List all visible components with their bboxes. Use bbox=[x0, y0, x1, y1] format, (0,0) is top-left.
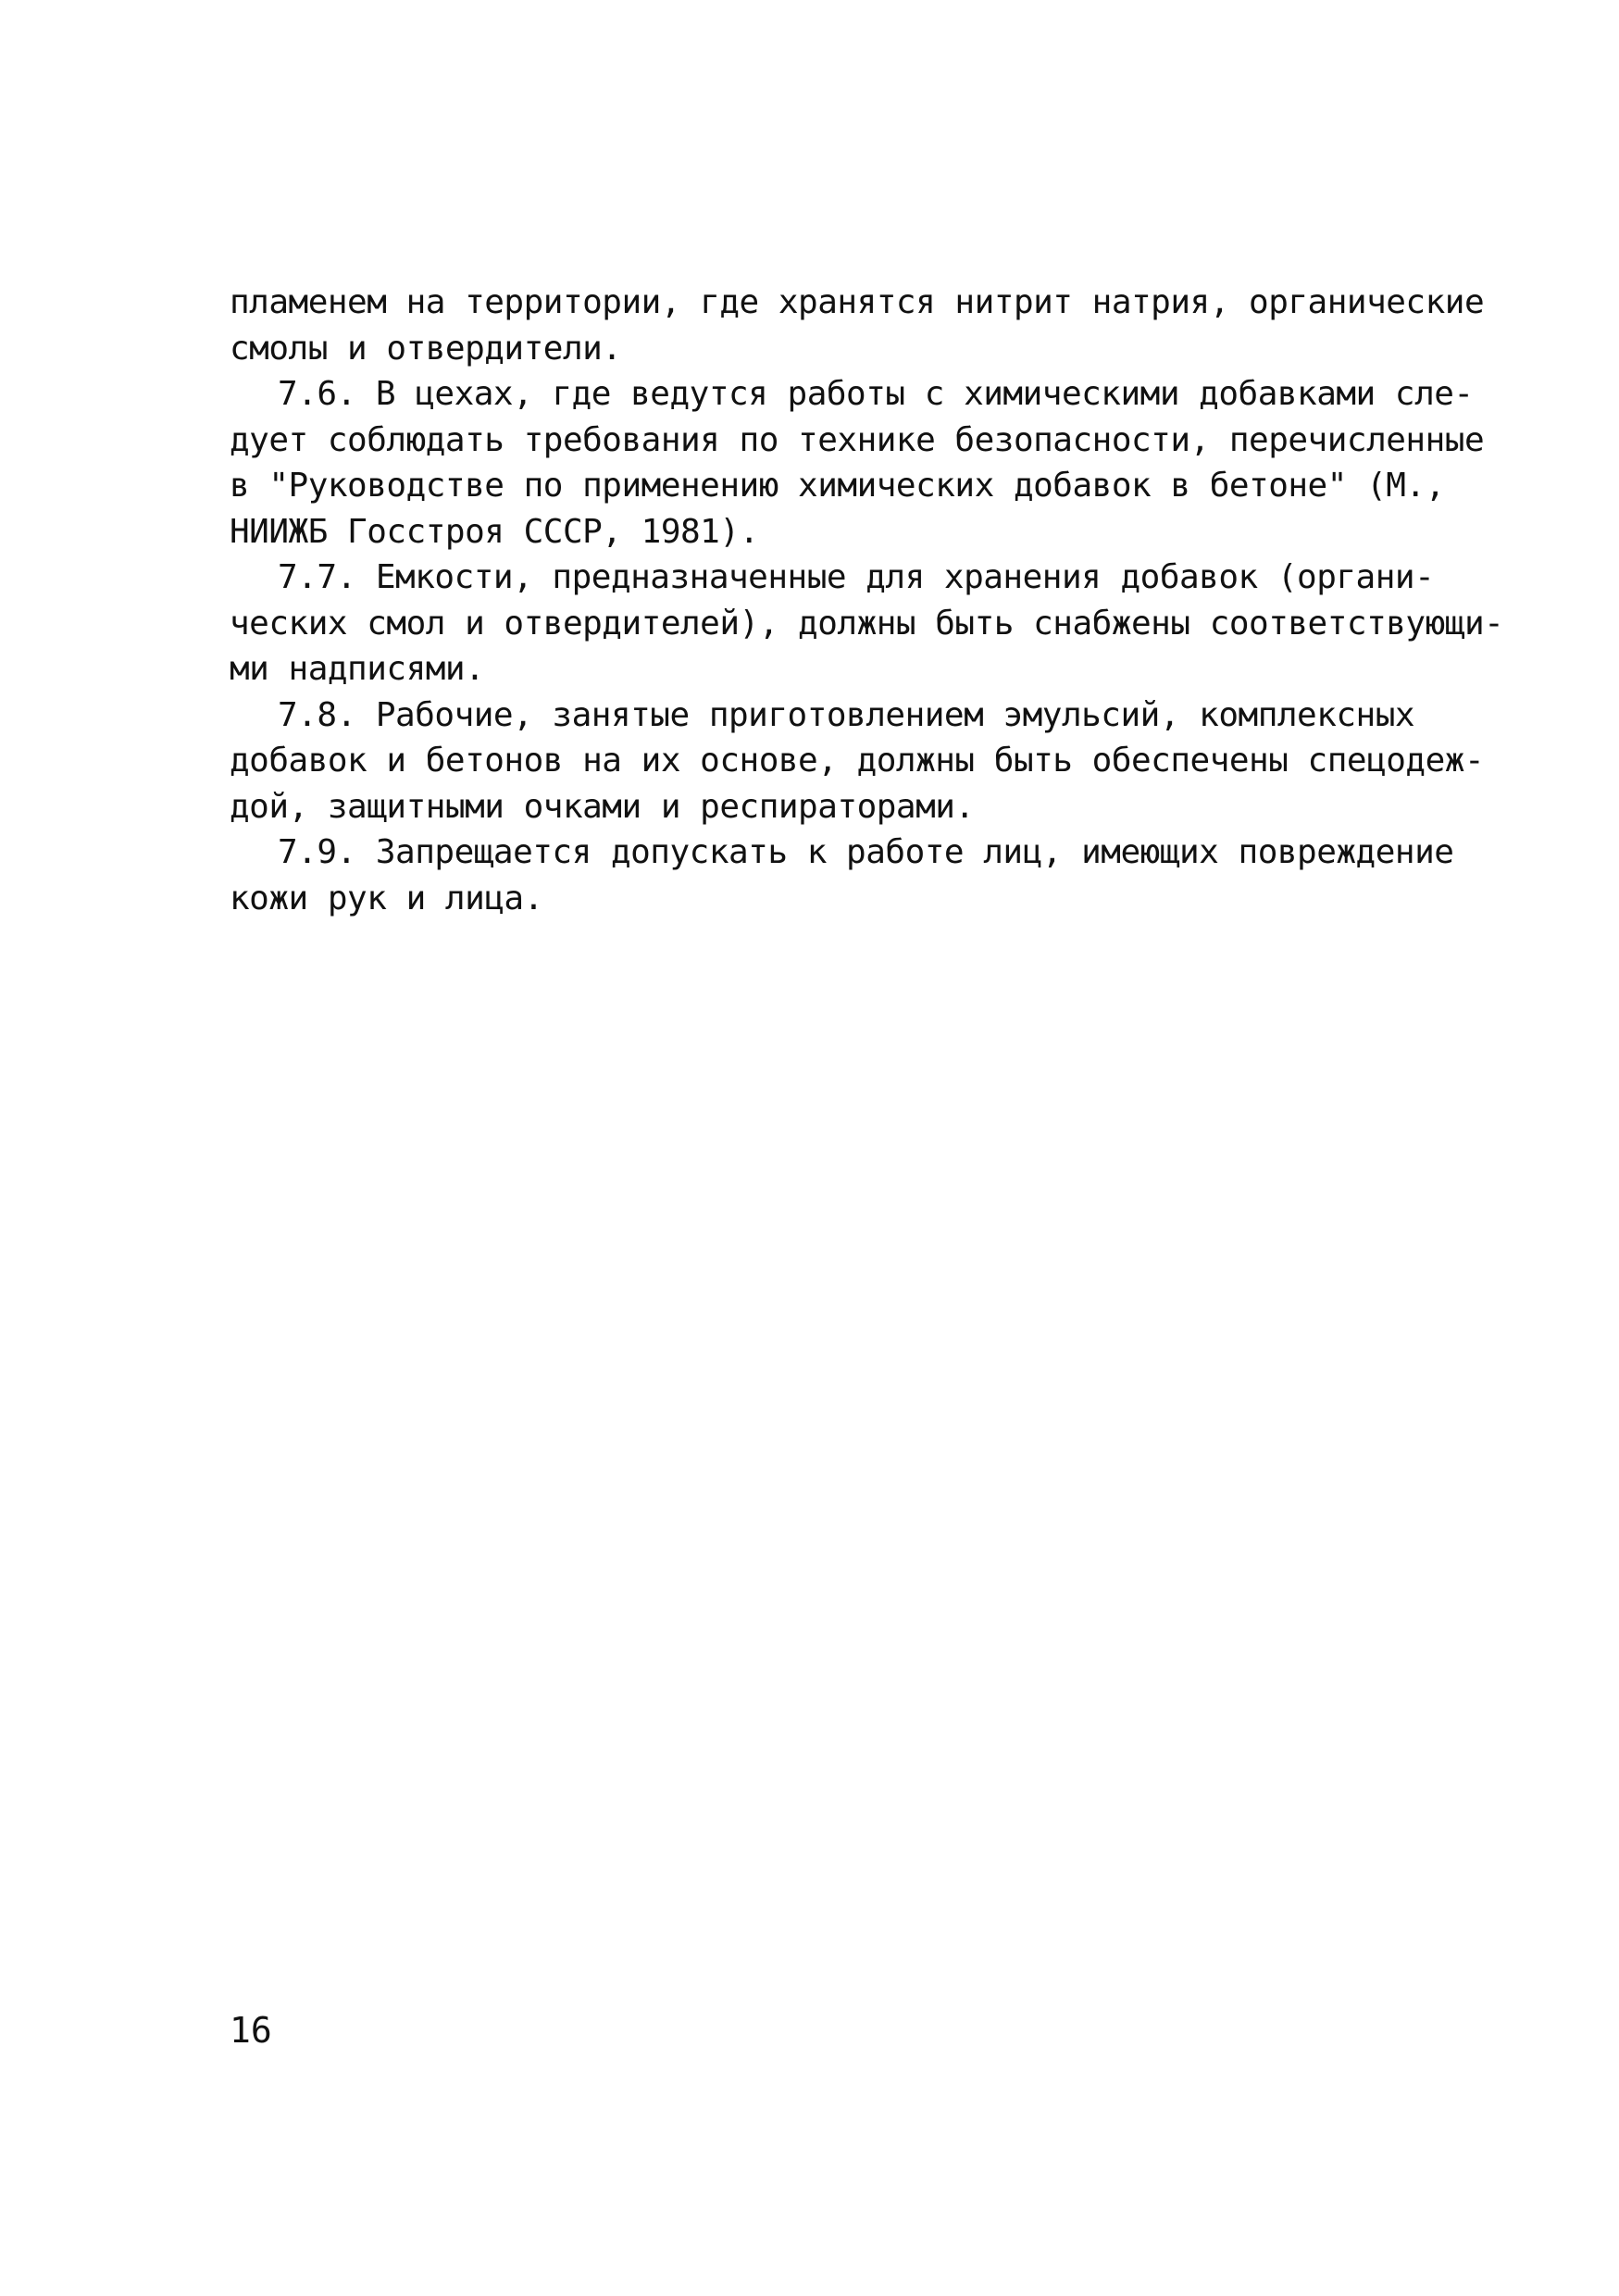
text-line: смолы и отвердители. bbox=[230, 329, 622, 368]
page-number: 16 bbox=[230, 2010, 272, 2051]
text-line: ческих смол и отвердителей), должны быть снабжены соответствующи- bbox=[230, 604, 1504, 643]
text-line: НИИЖБ Госстроя СССР, 1981). bbox=[230, 512, 759, 551]
text-line: дует соблюдать требования по технике безопасности, перечисленные bbox=[230, 420, 1485, 459]
paragraph-7-7-start: 7.7. Емкости, предназначенные для хранения добавок (органи- bbox=[278, 558, 1435, 596]
text-line: ми надписями. bbox=[230, 650, 485, 688]
text-line: дой, защитными очками и респираторами. bbox=[230, 787, 975, 826]
paragraph-7-6-start: 7.6. В цехах, где ведутся работы с химическими добавками сле- bbox=[278, 375, 1474, 413]
body-text bbox=[230, 280, 1504, 921]
text-line: добавок и бетонов на их основе, должны быть обеспечены спецодеж- bbox=[230, 742, 1485, 780]
text-line: в "Руководстве по применению химических добавок в бетоне" (М., bbox=[230, 467, 1445, 505]
text-line: пламенем на территории, где хранятся нитрит натрия, органические bbox=[230, 283, 1485, 321]
text-line: кожи рук и лица. bbox=[230, 879, 543, 917]
paragraph-7-9-start: 7.9. Запрещается допускать к работе лиц, имеющих повреждение bbox=[278, 833, 1454, 871]
paragraph-7-8-start: 7.8. Рабочие, занятые приготовлением эмульсий, комплексных bbox=[278, 695, 1415, 734]
